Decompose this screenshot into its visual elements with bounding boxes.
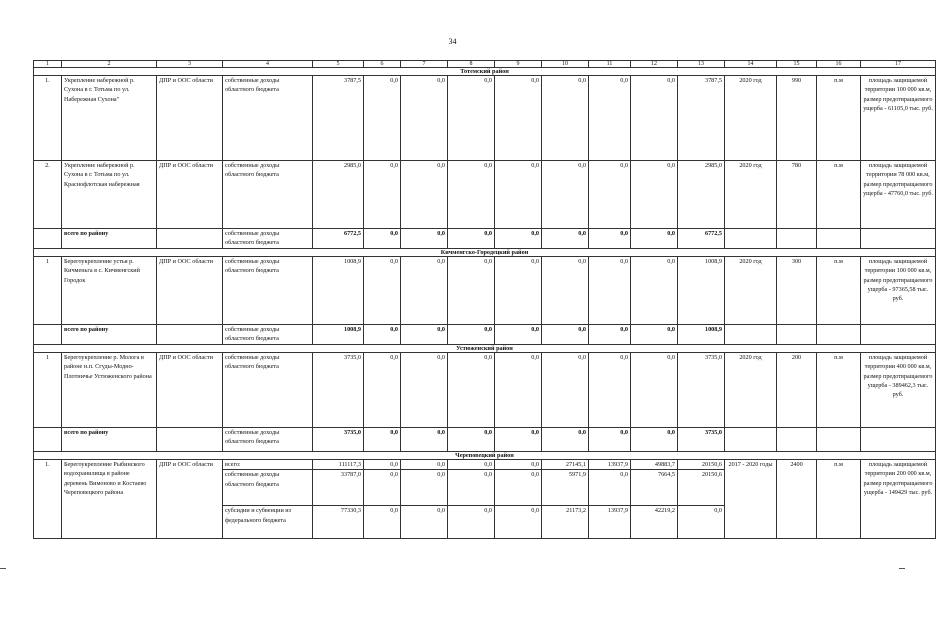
value-cell: 27145,1	[542, 460, 589, 470]
table-row	[34, 460, 936, 470]
value-cell: 3735,0	[313, 353, 364, 428]
value-cell: 33787,0	[313, 470, 364, 506]
value-cell: 0,0	[631, 428, 678, 452]
unit-cell: п.м	[817, 257, 861, 325]
value-cell: 1008,9	[313, 325, 364, 345]
header-cell: 4	[223, 61, 313, 68]
value-cell: 0,0	[401, 428, 448, 452]
header-cell: 13	[678, 61, 725, 68]
row-number: 1.	[34, 76, 62, 161]
value-cell: 0,0	[495, 76, 542, 161]
funding-source: собственные доходы областного бюджета	[223, 470, 313, 506]
value-cell: 0,0	[589, 470, 631, 506]
district-total-row	[34, 229, 936, 249]
section-title: Кичменгско-Городецкий район	[34, 249, 936, 257]
value-cell: 13937,9	[589, 506, 631, 539]
result-cell: площадь защищаемой территории 100 000 кв.м, размер предотвращаемого ущерба - 61105,0 тыс. руб.	[861, 76, 936, 161]
value-cell: 0,0	[448, 257, 495, 325]
quantity-cell: 2400	[777, 460, 817, 539]
district-total-row	[34, 325, 936, 345]
value-cell: 111117,3	[313, 460, 364, 470]
object-name: Берегоукрепление устья р. Кичменьга в с. Кичменгский Городок	[62, 257, 157, 325]
value-cell: 0,0	[542, 161, 589, 229]
value-cell: 0,0	[678, 506, 725, 539]
value-cell: 0,0	[364, 76, 401, 161]
header-cell: 8	[448, 61, 495, 68]
value-cell: 0,0	[589, 229, 631, 249]
value-cell: 0,0	[589, 76, 631, 161]
funding-source: собственные доходы областного бюджета	[223, 325, 313, 345]
value-cell: 0,0	[364, 229, 401, 249]
value-cell: 0,0	[448, 76, 495, 161]
value-cell: 0,0	[448, 460, 495, 470]
value-cell: 0,0	[589, 325, 631, 345]
value-cell: 0,0	[495, 428, 542, 452]
quantity-cell: 200	[777, 353, 817, 428]
header-cell: 5	[313, 61, 364, 68]
value-cell: 0,0	[495, 470, 542, 506]
section-title-row	[34, 249, 936, 257]
object-name: Берегоукрепление Рыбинского водохранилища в районе деревень Вимоново и Костаево Череповецкого района	[62, 460, 157, 539]
value-cell: 0,0	[448, 470, 495, 506]
column-number-row	[34, 61, 936, 68]
header-cell: 9	[495, 61, 542, 68]
unit-cell: п.м	[817, 460, 861, 539]
quantity-cell: 990	[777, 76, 817, 161]
result-cell: площадь защищаемой территории 400 000 кв.м, размер предотвращаемого ущерба - 389462,3 тыс. руб.	[861, 353, 936, 428]
organization: ДПР и ООС области	[157, 257, 223, 325]
value-cell: 0,0	[401, 325, 448, 345]
scan-edge-mark	[899, 568, 905, 569]
value-cell: 1008,9	[313, 257, 364, 325]
page-number: 34	[448, 37, 457, 46]
value-cell: 0,0	[448, 229, 495, 249]
funding-source: собственные доходы областного бюджета	[223, 229, 313, 249]
table-row	[34, 257, 936, 325]
object-name: Укрепление набережной р. Сухона в г. Тотьма по ул. Набережная Сухона"	[62, 76, 157, 161]
value-cell: 20150,6	[678, 470, 725, 506]
funding-source: собственные доходы областного бюджета	[223, 76, 313, 161]
value-cell: 0,0	[631, 325, 678, 345]
header-cell: 3	[157, 61, 223, 68]
total-label: всего по району	[62, 428, 157, 452]
year-cell: 2020 год	[725, 76, 777, 161]
value-cell: 0,0	[495, 460, 542, 470]
organization: ДПР и ООС области	[157, 76, 223, 161]
value-cell: 6772,5	[313, 229, 364, 249]
value-cell: 0,0	[542, 325, 589, 345]
value-cell: 0,0	[364, 460, 401, 470]
value-cell: 0,0	[401, 229, 448, 249]
value-cell: 3735,0	[678, 428, 725, 452]
value-cell: 0,0	[448, 428, 495, 452]
value-cell: 13937,9	[589, 460, 631, 470]
value-cell: 0,0	[495, 353, 542, 428]
section-title-row	[34, 68, 936, 76]
table-row	[34, 161, 936, 229]
value-cell: 0,0	[364, 325, 401, 345]
value-cell: 0,0	[495, 161, 542, 229]
organization: ДПР и ООС области	[157, 161, 223, 229]
value-cell: 0,0	[495, 257, 542, 325]
header-cell: 15	[777, 61, 817, 68]
value-cell: 42219,2	[631, 506, 678, 539]
row-number: 2.	[34, 161, 62, 229]
unit-cell: п.м	[817, 76, 861, 161]
funding-source: собственные доходы областного бюджета	[223, 161, 313, 229]
value-cell: 0,0	[401, 506, 448, 539]
value-cell: 0,0	[401, 257, 448, 325]
value-cell: 1008,9	[678, 257, 725, 325]
value-cell: 0,0	[401, 470, 448, 506]
row-number: 1	[34, 257, 62, 325]
unit-cell: п.м	[817, 353, 861, 428]
value-cell: 0,0	[364, 161, 401, 229]
funding-source: субсидии и субвенции из федерального бюджета	[223, 506, 313, 539]
section-title: Устюженский район	[34, 345, 936, 353]
value-cell: 0,0	[542, 76, 589, 161]
value-cell: 0,0	[631, 76, 678, 161]
value-cell: 7664,5	[631, 470, 678, 506]
value-cell: 0,0	[542, 428, 589, 452]
value-cell: 0,0	[589, 353, 631, 428]
value-cell: 3735,0	[678, 353, 725, 428]
total-label: всего по району	[62, 325, 157, 345]
value-cell: 77330,3	[313, 506, 364, 539]
value-cell: 0,0	[495, 229, 542, 249]
value-cell: 0,0	[448, 325, 495, 345]
district-total-row	[34, 428, 936, 452]
value-cell: 0,0	[495, 325, 542, 345]
header-cell: 7	[401, 61, 448, 68]
budget-table	[33, 60, 936, 539]
year-cell: 2020 год	[725, 161, 777, 229]
header-cell: 17	[861, 61, 936, 68]
section-title: Тотемский район	[34, 68, 936, 76]
value-cell: 0,0	[542, 257, 589, 325]
header-cell: 10	[542, 61, 589, 68]
section-title-row	[34, 452, 936, 460]
value-cell: 0,0	[631, 161, 678, 229]
value-cell: 0,0	[542, 229, 589, 249]
quantity-cell: 300	[777, 257, 817, 325]
year-cell: 2020 год	[725, 353, 777, 428]
header-cell: 16	[817, 61, 861, 68]
value-cell: 0,0	[364, 353, 401, 428]
value-cell: 0,0	[448, 353, 495, 428]
value-cell: 3787,5	[678, 76, 725, 161]
header-cell: 11	[589, 61, 631, 68]
result-cell: площадь защищаемой территории 100 000 кв.м, размер предотвращаемого ущерба - 97365,58 тыс. руб.	[861, 257, 936, 325]
object-name: Укрепление набережной р. Сухона в г. Тотьма по ул. Краснофлотская набережная	[62, 161, 157, 229]
funding-source: собственные доходы областного бюджета	[223, 353, 313, 428]
total-label: всего по району	[62, 229, 157, 249]
value-cell: 0,0	[542, 353, 589, 428]
header-cell: 6	[364, 61, 401, 68]
row-number: 1.	[34, 460, 62, 539]
table-row	[34, 353, 936, 428]
value-cell: 1008,9	[678, 325, 725, 345]
result-cell: площадь защищаемой территории 78 000 кв.м, размер предотвращаемого ущерба - 47760,0 тыс. руб.	[861, 161, 936, 229]
value-cell: 20150,6	[678, 460, 725, 470]
section-title: Череповецкий район	[34, 452, 936, 460]
value-cell: 2985,0	[313, 161, 364, 229]
unit-cell: п.м	[817, 161, 861, 229]
value-cell: 0,0	[631, 257, 678, 325]
organization: ДПР и ООС области	[157, 353, 223, 428]
year-cell: 2020 год	[725, 257, 777, 325]
header-cell: 2	[62, 61, 157, 68]
value-cell: 0,0	[631, 229, 678, 249]
table-row	[34, 76, 936, 161]
organization: ДПР и ООС области	[157, 460, 223, 539]
object-name: Берегоукрепление р. Молога в районе н.п. Сгуды-Модно-Плотничье Устюженского района	[62, 353, 157, 428]
value-cell: 21173,2	[542, 506, 589, 539]
quantity-cell: 780	[777, 161, 817, 229]
value-cell: 0,0	[589, 428, 631, 452]
funding-source: собственные доходы областного бюджета	[223, 428, 313, 452]
value-cell: 0,0	[448, 506, 495, 539]
header-cell: 12	[631, 61, 678, 68]
value-cell: 0,0	[589, 161, 631, 229]
scan-edge-mark	[0, 568, 6, 569]
value-cell: 6772,5	[678, 229, 725, 249]
result-cell: площадь защищаемой территории 200 000 кв.м, размер предотвращаемого ущерба - 149429 тыс. руб.	[861, 460, 936, 539]
value-cell: 3787,5	[313, 76, 364, 161]
value-cell: 0,0	[364, 428, 401, 452]
value-cell: 0,0	[401, 161, 448, 229]
value-cell: 5971,9	[542, 470, 589, 506]
value-cell: 49883,7	[631, 460, 678, 470]
section-title-row	[34, 345, 936, 353]
year-cell: 2017 - 2020 годы	[725, 460, 777, 539]
value-cell: 0,0	[364, 506, 401, 539]
value-cell: 0,0	[448, 161, 495, 229]
header-cell: 14	[725, 61, 777, 68]
funding-source: всего:	[223, 460, 313, 470]
value-cell: 0,0	[364, 470, 401, 506]
row-number: 1	[34, 353, 62, 428]
value-cell: 0,0	[364, 257, 401, 325]
value-cell: 0,0	[589, 257, 631, 325]
value-cell: 3735,0	[313, 428, 364, 452]
value-cell: 0,0	[401, 76, 448, 161]
value-cell: 0,0	[401, 353, 448, 428]
value-cell: 0,0	[495, 506, 542, 539]
value-cell: 0,0	[631, 353, 678, 428]
value-cell: 0,0	[401, 460, 448, 470]
header-cell: 1	[34, 61, 62, 68]
funding-source: собственные доходы областного бюджета	[223, 257, 313, 325]
value-cell: 2985,0	[678, 161, 725, 229]
